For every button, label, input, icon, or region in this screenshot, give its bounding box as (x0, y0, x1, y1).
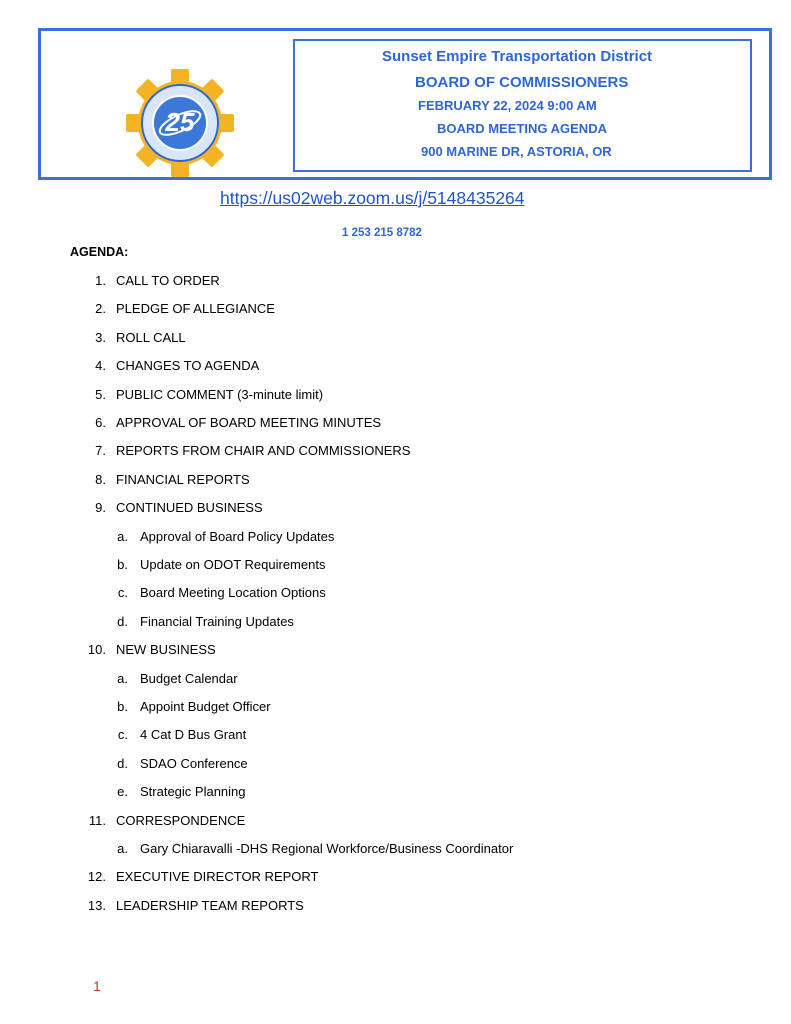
item-text: Strategic Planning (140, 784, 246, 800)
item-number: e. (117, 784, 128, 800)
item-text: CALL TO ORDER (116, 273, 220, 288)
item-number: c. (117, 727, 128, 743)
item-text: Financial Training Updates (140, 613, 294, 629)
item-number: 2. (95, 301, 106, 317)
item-number: 6. (95, 415, 106, 430)
item-number: 8. (95, 471, 106, 487)
item-number: 11. (88, 812, 106, 828)
item-number: d. (117, 755, 128, 771)
item-text: APPROVAL OF BOARD MEETING MINUTES (116, 415, 382, 430)
page-number: 1 (93, 978, 101, 994)
item-text: LEADERSHIP TEAM REPORTS (116, 897, 304, 913)
meeting-address: 900 MARINE DR, ASTORIA, OR (421, 144, 612, 159)
zoom-link[interactable]: https://us02web.zoom.us/j/5148435264 (220, 188, 525, 208)
item-number: d. (117, 613, 128, 629)
item-number: 10. (87, 642, 106, 658)
item-number: a. (117, 841, 128, 856)
item-text: SDAO Conference (140, 755, 248, 771)
item-text: NEW BUSINESS (116, 642, 216, 658)
item-text: ROLL CALL (116, 329, 186, 345)
item-text: Budget Calendar (140, 670, 238, 686)
item-text: EXECUTIVE DIRECTOR REPORT (116, 869, 319, 885)
item-number: 4. (95, 358, 106, 374)
logo-number: 25 (165, 107, 195, 137)
meeting-type: BOARD MEETING AGENDA (437, 121, 607, 136)
item-number: 13. (87, 897, 106, 913)
item-text: FINANCIAL REPORTS (116, 471, 250, 487)
item-text: CORRESPONDENCE (116, 812, 246, 828)
dial-in-phone: 1 253 215 8782 (342, 227, 422, 239)
item-number: 1. (95, 273, 106, 288)
item-text: PLEDGE OF ALLEGIANCE (116, 301, 275, 317)
item-text: PUBLIC COMMENT (3-minute limit) (116, 386, 324, 402)
meeting-date-time: FEBRUARY 22, 2024 9:00 AM (418, 98, 597, 113)
item-text: 4 Cat D Bus Grant (140, 727, 247, 743)
agenda-label: AGENDA: (70, 245, 129, 259)
item-number: 3. (95, 329, 106, 345)
item-text: Appoint Budget Officer (140, 699, 271, 714)
25th-anniversary-gear-logo-icon (118, 68, 242, 178)
item-number: 12. (87, 869, 106, 885)
item-text: CHANGES TO AGENDA (116, 358, 260, 374)
item-number: c. (117, 585, 128, 601)
item-text: CONTINUED BUSINESS (116, 500, 263, 516)
item-text: Gary Chiaravalli -DHS Regional Workforce/Business Coordinator (140, 841, 514, 856)
item-number: 7. (95, 443, 106, 459)
board-title: BOARD OF COMMISSIONERS (415, 74, 629, 91)
item-number: a. (117, 670, 128, 686)
item-text: Board Meeting Location Options (140, 585, 326, 601)
item-number: a. (117, 528, 128, 544)
item-number: 5. (95, 386, 106, 402)
item-text: Approval of Board Policy Updates (140, 528, 335, 544)
org-name: Sunset Empire Transportation District (382, 48, 653, 65)
item-text: Update on ODOT Requirements (140, 557, 326, 572)
item-text: REPORTS FROM CHAIR AND COMMISSIONERS (116, 443, 411, 459)
item-number: b. (117, 557, 128, 572)
item-number: b. (117, 699, 128, 714)
item-number: 9. (95, 500, 106, 516)
